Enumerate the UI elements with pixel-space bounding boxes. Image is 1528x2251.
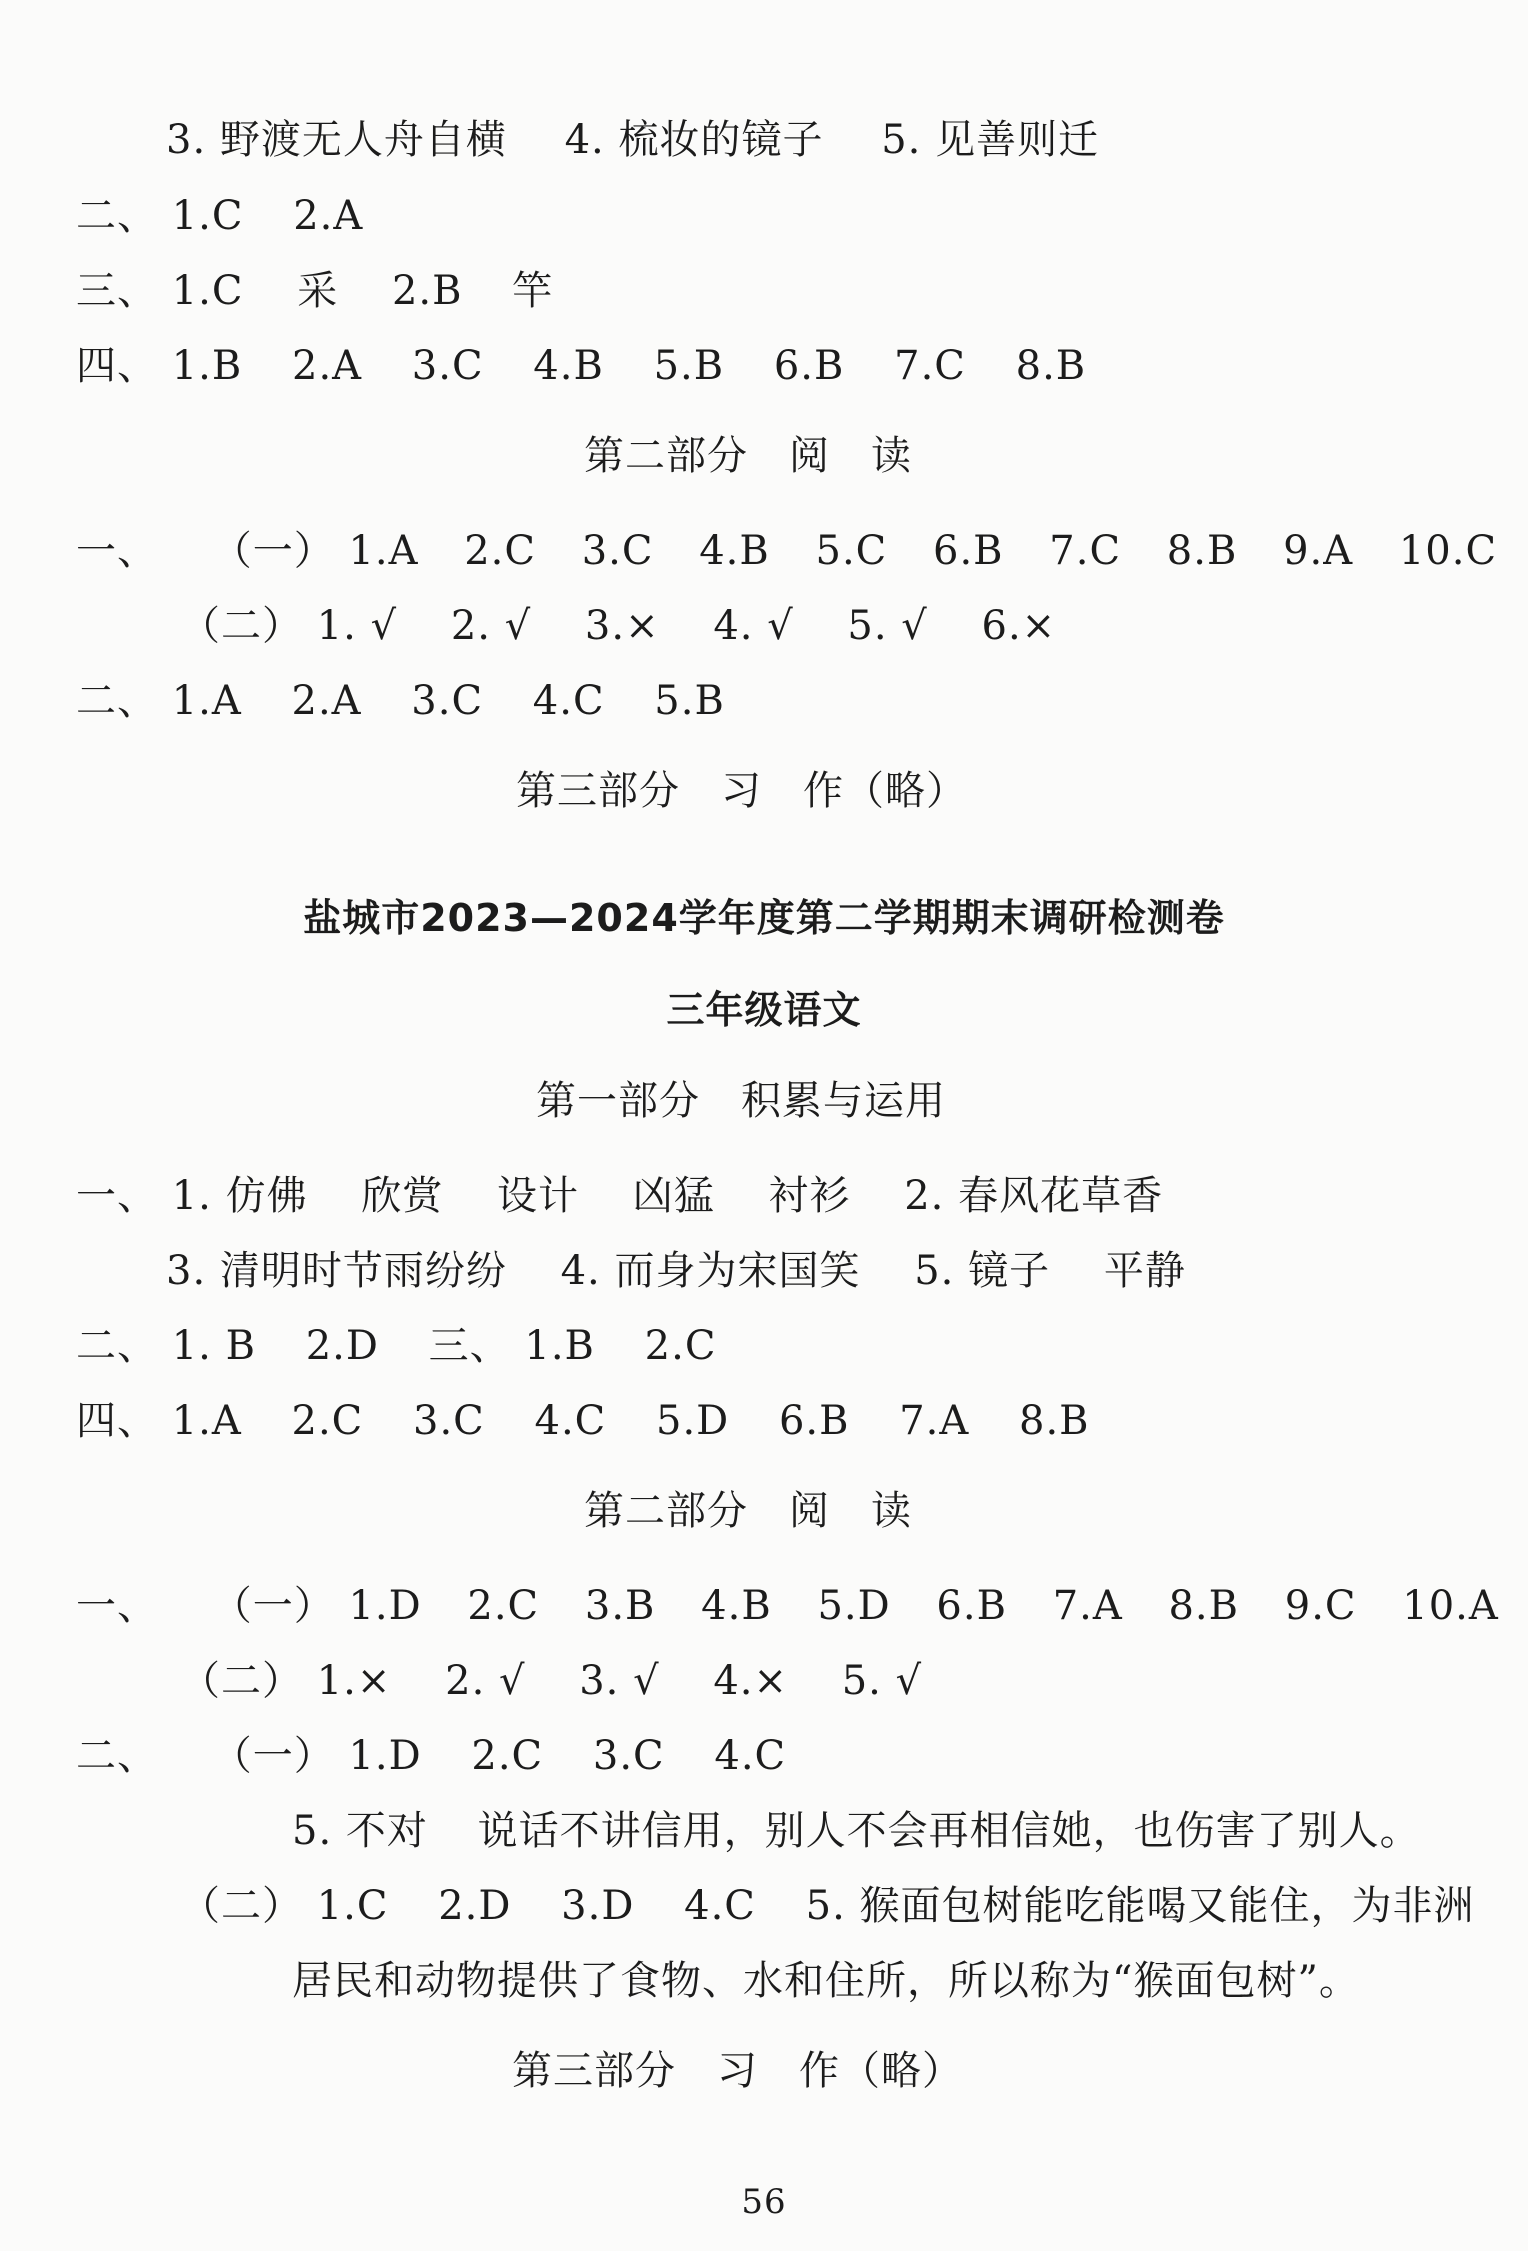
question-label: 四、 <box>76 1398 158 1444</box>
answer-item: 8.B <box>1019 1398 1090 1444</box>
question-label: 三、 <box>76 268 158 314</box>
answer-item: 3.C <box>411 678 484 724</box>
answer-item: 2.C <box>464 528 536 574</box>
answer-item: 3. 清明时节雨纷纷 <box>166 1248 507 1294</box>
answer-item: 4.C <box>714 1733 787 1779</box>
answer-item: 3.C <box>581 528 654 574</box>
answer-item: 4. √ <box>713 603 794 649</box>
answer-item: 1.A <box>171 1398 242 1444</box>
sub-label: （二） <box>180 1658 303 1704</box>
answer-item: 4.C <box>532 678 605 724</box>
answer-explanation: 5. 猴面包树能吃能喝又能住，为非洲 <box>805 1883 1475 1929</box>
question-label: 三、 <box>428 1323 511 1369</box>
answer-item: 5.D <box>656 1398 730 1444</box>
part3-heading: 第三部分 习 作（略） <box>516 768 967 814</box>
sub-label: （二） <box>180 603 303 649</box>
question-label: 二、 <box>76 678 158 724</box>
answer-item: 7.C <box>1049 528 1122 574</box>
answer-line-q4 <box>76 340 1086 392</box>
answer-item: 4.B <box>699 528 770 574</box>
answer-item: 5.B <box>653 343 725 389</box>
answer-item: 1.C <box>171 268 244 314</box>
answer-item: 2. √ <box>445 1658 526 1704</box>
answer-item: 2.A <box>293 193 364 239</box>
answer-item: 采 <box>297 268 339 314</box>
answer-item: 4. 而身为宋国笑 <box>560 1248 861 1294</box>
answer-item: 6.B <box>933 528 1004 574</box>
question-label: 二、 <box>76 1323 158 1369</box>
exam-subtitle: 三年级语文 <box>666 988 862 1032</box>
answer-item: 10.A <box>1402 1583 1499 1629</box>
answer-item: 2.C <box>471 1733 544 1779</box>
answer-item: 5. 不对 <box>292 1808 428 1854</box>
answer-item: 1.C <box>171 193 244 239</box>
answer-item: 2. √ <box>450 603 532 649</box>
part3-heading: 第三部分 习 作（略） <box>512 2048 963 2094</box>
answer-line-q3 <box>76 265 553 317</box>
answer-line-q4 <box>76 1395 1090 1447</box>
answer-item: 2.C <box>467 1583 540 1629</box>
answer-item: 6.B <box>778 1398 850 1444</box>
answer-item: 1. B <box>171 1323 256 1369</box>
answer-item: 1. √ <box>316 603 398 649</box>
answer-item: 4.B <box>701 1583 772 1629</box>
question-label: 一、 <box>76 1583 158 1629</box>
answer-item: 1.A <box>348 528 419 574</box>
answer-line-reading-1 <box>76 525 1497 577</box>
answer-item: 4.B <box>533 343 604 389</box>
question-label: 一、 <box>76 528 158 574</box>
answer-item: 5.B <box>654 678 725 724</box>
answer-item: 5. √ <box>841 1658 923 1704</box>
answer-line-q1 <box>76 1170 1163 1222</box>
part1-heading: 第一部分 积累与运用 <box>536 1078 946 1124</box>
answer-item: 5.C <box>815 528 888 574</box>
part2-heading: 第二部分 阅 读 <box>584 433 912 479</box>
sub-label: （一） <box>211 528 335 574</box>
page-number: 56 <box>741 2182 787 2222</box>
answer-item: 8.B <box>1168 1583 1240 1629</box>
question-label: 二、 <box>76 1733 158 1779</box>
answer-item: 1.× <box>316 1658 392 1704</box>
answer-item: 凶猛 <box>632 1173 715 1219</box>
answer-item: 5. 见善则迁 <box>881 117 1100 163</box>
answer-line-reading-2 <box>76 1730 786 1782</box>
answer-line-reading-2-q5 <box>292 1805 1421 1857</box>
answer-item: 3.B <box>584 1583 656 1629</box>
answer-item: 4.× <box>713 1658 788 1704</box>
answer-item: 1.D <box>348 1583 422 1629</box>
answer-line-reading-1 <box>76 1580 1499 1632</box>
answer-item: 设计 <box>497 1173 580 1219</box>
answer-item: 3. √ <box>579 1658 660 1704</box>
answer-item: 2.C <box>291 1398 364 1444</box>
answer-item: 2.B <box>391 268 463 314</box>
answer-item: 4.C <box>684 1883 756 1929</box>
answer-item: 1.D <box>348 1733 422 1779</box>
answer-item: 3.C <box>411 343 484 389</box>
question-label: 二、 <box>76 193 158 239</box>
answer-item: 2.A <box>291 678 362 724</box>
exam-title: 盐城市2023—2024学年度第二学期期末调研检测卷 <box>303 896 1225 940</box>
answer-line-reading-2b <box>180 1880 1475 1932</box>
answer-item: 6.× <box>981 603 1057 649</box>
answer-item: 6.B <box>773 343 845 389</box>
answer-item: 5.D <box>817 1583 891 1629</box>
answer-item: 3.× <box>584 603 660 649</box>
answer-item: 1.C <box>316 1883 389 1929</box>
answer-item: 1.A <box>171 678 242 724</box>
answer-line-continued <box>166 114 1099 166</box>
sub-label: （一） <box>211 1583 335 1629</box>
answer-item: 3.D <box>561 1883 635 1929</box>
answer-item: 2.D <box>438 1883 512 1929</box>
answer-item: 9.C <box>1284 1583 1357 1629</box>
answer-item: 10.C <box>1398 528 1498 574</box>
sub-label: （二） <box>180 1883 303 1929</box>
answer-item: 3.C <box>413 1398 485 1444</box>
answer-item: 5. 镜子 <box>914 1248 1051 1294</box>
sub-label: （一） <box>211 1733 335 1779</box>
answer-line-reading-2 <box>76 675 725 727</box>
answer-item: 9.A <box>1283 528 1354 574</box>
answer-item: 欣赏 <box>361 1173 444 1219</box>
answer-line-q2 <box>76 190 363 242</box>
answer-item: 8.B <box>1166 528 1238 574</box>
answer-line-reading-1b <box>180 600 1056 652</box>
answer-item: 7.C <box>894 343 966 389</box>
answer-line-q1b <box>166 1245 1186 1297</box>
answer-line-q2-q3 <box>76 1320 716 1372</box>
answer-item: 2.D <box>305 1323 379 1369</box>
answer-item: 2.A <box>292 343 363 389</box>
question-label: 四、 <box>76 343 158 389</box>
answer-item: 7.A <box>899 1398 970 1444</box>
answer-item: 7.A <box>1052 1583 1123 1629</box>
answer-item: 衬衫 <box>768 1173 851 1219</box>
question-label: 一、 <box>76 1173 158 1219</box>
answer-item: 1. 仿佛 <box>171 1173 308 1219</box>
answer-item: 6.B <box>936 1583 1007 1629</box>
answer-item: 4. 梳妆的镜子 <box>564 117 824 163</box>
answer-item: 2.C <box>644 1323 717 1369</box>
answer-item: 5. √ <box>847 603 928 649</box>
answer-item: 1.B <box>171 343 243 389</box>
answer-item: 4.C <box>534 1398 607 1444</box>
answer-explanation: 说话不讲信用，别人不会再相信她，也伤害了别人。 <box>477 1808 1421 1854</box>
answer-item: 3.C <box>592 1733 665 1779</box>
answer-item: 2. 春风花草香 <box>904 1173 1164 1219</box>
answer-line-reading-1b <box>180 1655 922 1707</box>
part2-heading: 第二部分 阅 读 <box>584 1488 912 1534</box>
answer-item: 平静 <box>1103 1248 1186 1294</box>
answer-item: 竿 <box>512 268 554 314</box>
answer-line-reading-2b-cont: 居民和动物提供了食物、水和住所，所以称为“猴面包树”。 <box>292 1958 1360 2004</box>
answer-item: 8.B <box>1015 343 1087 389</box>
answer-item: 3. 野渡无人舟自横 <box>166 117 507 163</box>
answer-item: 1.B <box>524 1323 595 1369</box>
